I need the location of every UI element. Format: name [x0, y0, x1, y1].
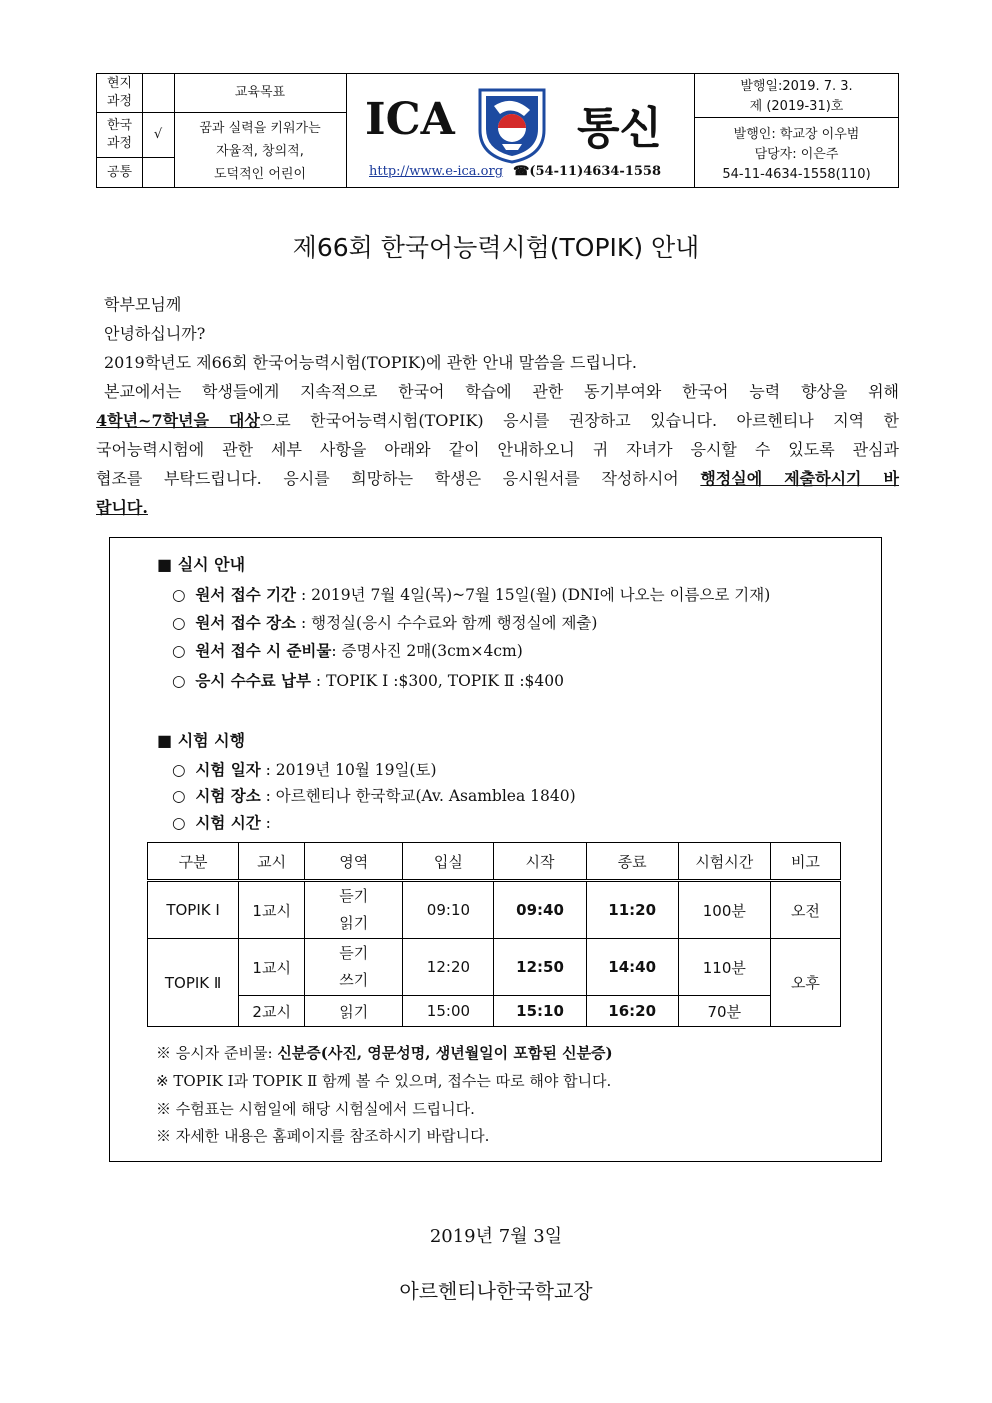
greeting-parents: 학부모님께	[104, 295, 182, 314]
check-mark: √	[153, 126, 163, 142]
body-line-3: 4학년~7학년을 대상으로 한국어능력시험(TOPIK) 응시를 권장하고 있습니다. 아르헨티나 지역 한	[96, 411, 899, 430]
item-fee: ○ 응시 수수료 납부 : TOPIK Ⅰ :$300, TOPIK Ⅱ :$400	[172, 671, 564, 690]
section-application: ■ 실시 안내	[157, 555, 246, 574]
phone-number: ☎(54-11)4634-1558	[513, 164, 662, 179]
contact: 54-11-4634-1558(110)	[722, 167, 871, 182]
goal-label: 교육목표	[234, 85, 286, 100]
item-app-place: ○ 원서 접수 장소 : 행정실(응시 수수료와 함께 행정실에 제출)	[172, 613, 598, 632]
row-common: 공통	[106, 164, 133, 180]
ica-seal-icon	[472, 84, 552, 164]
manager: 담당자: 이은주	[754, 147, 839, 162]
submit-office: 행정실에 제출하시기 바	[700, 469, 900, 488]
table-row: TOPIK Ⅰ 1교시 듣기 읽기 09:10 09:40 11:20 100분 오전	[148, 881, 841, 939]
col-header: 종료	[586, 843, 678, 881]
logo-tongsin-text: 통신	[577, 103, 663, 154]
logo-ica-text: ICA	[365, 94, 455, 145]
document-date: 2019년 7월 3일	[429, 1226, 563, 1247]
col-header: 입실	[403, 843, 494, 881]
item-exam-date: ○ 시험 일자 : 2019년 10월 19일(토)	[172, 760, 437, 779]
greeting-hello: 안녕하십니까?	[104, 324, 206, 343]
header-table	[96, 73, 899, 188]
body-line-2: 본교에서는 학생들에게 지속적으로 한국어 학습에 관한 동기부여와 한국어 능력 향상을 위해	[104, 382, 899, 401]
body-line-6: 랍니다.	[96, 498, 148, 517]
publisher: 발행인: 학교장 이우범	[733, 127, 860, 142]
table-row: TOPIK Ⅱ 1교시 듣기 쓰기 12:20 12:50 14:40 110분 오후	[148, 939, 841, 996]
note-ticket: ※ 수험표는 시험일에 해당 시험실에서 드립니다.	[156, 1100, 475, 1118]
body-line-4: 국어능력시험에 관한 세부 사항을 아래와 같이 안내하오니 귀 자녀가 응시할 수 있도록 관심과	[96, 440, 899, 459]
issue-date: 발행일:2019. 7. 3.	[740, 79, 853, 94]
row-korean-course: 한국 과정	[106, 117, 133, 151]
item-exam-time: ○ 시험 시간 :	[172, 813, 271, 832]
item-exam-place: ○ 시험 장소 : 아르헨티나 한국학교(Av. Asamblea 1840)	[172, 786, 576, 805]
intro-line: 2019학년도 제66회 한국어능력시험(TOPIK)에 관한 안내 말씀을 드립니다.	[104, 353, 637, 372]
col-header: 시험시간	[678, 843, 770, 881]
section-exam: ■ 시험 시행	[157, 731, 246, 750]
school-url-link[interactable]: http://www.e-ica.org	[369, 164, 504, 179]
note-materials: ※ 응시자 준비물: 신분증(사진, 영문성명, 생년월일이 포함된 신분증)	[156, 1044, 613, 1062]
item-app-period: ○ 원서 접수 기간 : 2019년 7월 4일(목)~7월 15일(월) (DNI에 나오는 이름으로 기재)	[172, 585, 771, 604]
goal-text: 꿈과 실력을 키워가는 자율적, 창의적, 도덕적인 어린이	[199, 120, 321, 182]
note-homepage: ※ 자세한 내용은 홈페이지를 참조하시기 바랍니다.	[156, 1127, 490, 1145]
body-line-5: 협조를 부탁드립니다. 응시를 희망하는 학생은 응시원서를 작성하시어 행정실에 제출하시기 바	[96, 469, 900, 488]
page-title: 제66회 한국어능력시험(TOPIK) 안내	[292, 233, 700, 262]
exam-schedule-table	[147, 842, 841, 1027]
col-header: 비고	[770, 843, 840, 881]
item-app-materials: ○ 원서 접수 시 준비물: 증명사진 2매(3cm×4cm)	[172, 641, 523, 660]
issue-number: 제 (2019-31)호	[749, 99, 844, 114]
table-row: 2교시 읽기 15:00 15:10 16:20 70분	[148, 996, 841, 1027]
col-header: 교시	[239, 843, 305, 881]
col-header: 구분	[148, 843, 239, 881]
col-header: 영역	[305, 843, 403, 881]
table-header-row	[148, 843, 841, 881]
signature: 아르헨티나한국학교장	[399, 1279, 593, 1303]
col-header: 시작	[494, 843, 586, 881]
target-grades: 4학년~7학년을 대상	[96, 411, 260, 430]
note-both-exams: ※ TOPIK Ⅰ과 TOPIK Ⅱ 함께 볼 수 있으며, 접수는 따로 해야 합니다.	[156, 1072, 612, 1090]
row-local-course: 현지 과정	[106, 76, 133, 109]
